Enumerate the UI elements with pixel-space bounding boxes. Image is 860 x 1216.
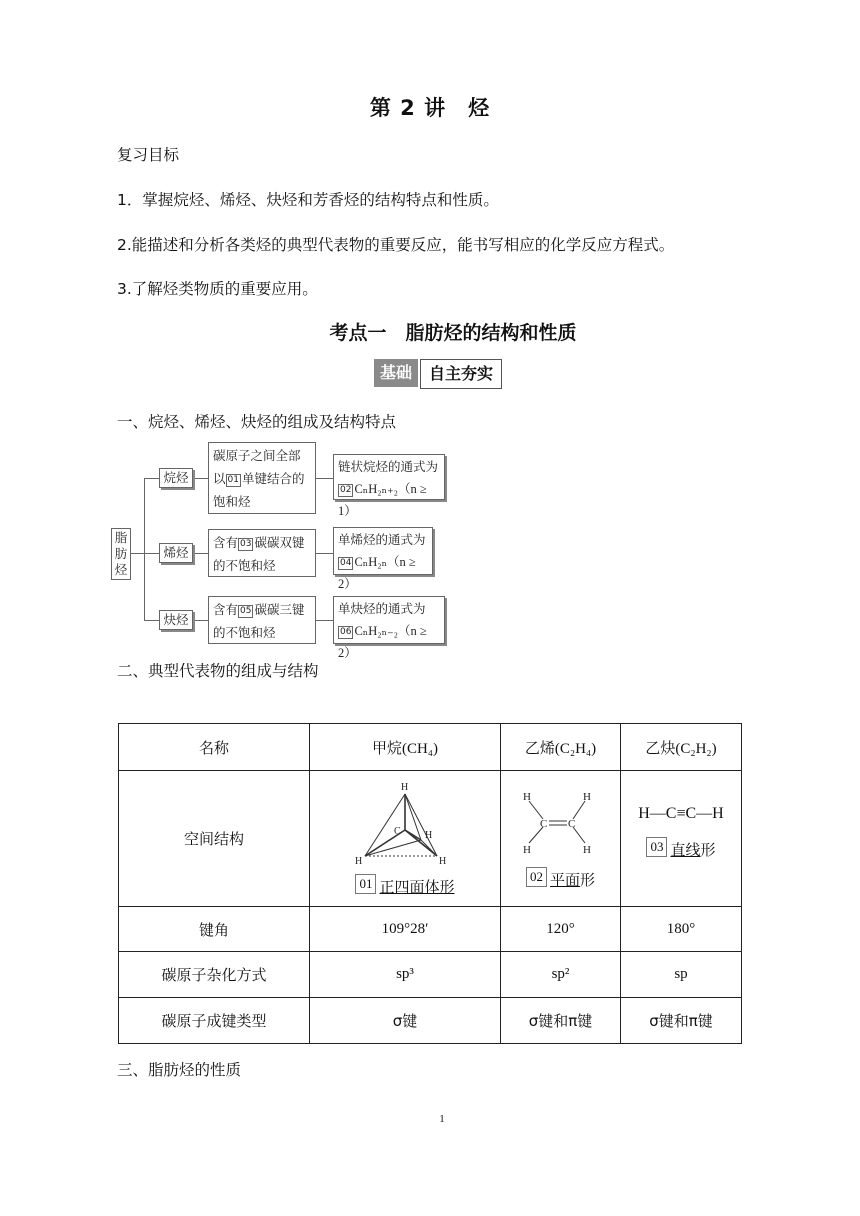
methane-tetrahedron-diagram: [345, 780, 465, 872]
row-label: 键角: [119, 907, 310, 952]
acetylene-shape-answer: 直线形: [670, 841, 716, 859]
table-header: 乙炔(C₂H₂): [621, 724, 742, 771]
row-label: 碳原子成键类型: [119, 998, 310, 1044]
section-badge: [374, 359, 502, 390]
page-title: 第 2 讲 烃: [369, 96, 491, 120]
row-label: 碳原子杂化方式: [119, 952, 310, 998]
representative-compounds-table: [118, 723, 742, 1044]
part3-heading: 三、脂肪烃的性质: [117, 1061, 242, 1079]
answer-tag: 02: [526, 867, 547, 887]
acetylene-formula: H—C≡C—H: [638, 805, 724, 822]
tree-label-alkene: 烯烃: [159, 543, 193, 563]
table-cell: sp: [621, 952, 742, 998]
table-cell: 109°28′: [310, 907, 501, 952]
ethylene-structure-cell: [501, 771, 621, 907]
atom-label: C: [567, 818, 575, 830]
ethylene-structure-diagram: [513, 787, 609, 865]
acetylene-structure-cell: [621, 771, 742, 907]
table-cell: σ键和π键: [621, 998, 742, 1044]
goal-item-3: 3.了解烃类物质的重要应用。: [117, 280, 318, 298]
tree-label-alkane: 烷烃: [159, 468, 193, 488]
tree-desc-alkene: 含有 03 碳碳双键 的不饱和烃: [208, 529, 316, 577]
badge-left: 基础: [374, 359, 418, 387]
table-row: [119, 771, 742, 907]
goal-item-1: 1．掌握烷烃、烯烃、炔烃和芳香烃的结构特点和性质。: [117, 191, 499, 209]
part2-heading: 二、典型代表物的组成与结构: [117, 662, 319, 680]
table-header: 名称: [119, 724, 310, 771]
tree-label-alkyne: 炔烃: [159, 610, 193, 630]
table-header: 甲烷(CH₄): [310, 724, 501, 771]
table-header: 乙烯(C₂H₄): [501, 724, 621, 771]
table-cell: 120°: [501, 907, 621, 952]
table-cell: sp²: [501, 952, 621, 998]
table-cell: 180°: [621, 907, 742, 952]
goals-heading: 复习目标: [117, 146, 180, 164]
atom-label: H: [425, 830, 433, 841]
table-header-row: [119, 724, 742, 771]
atom-label: H: [582, 791, 591, 803]
goal-item-2: 2.能描述和分析各类烃的典型代表物的重要反应，能书写相应的化学反应方程式。: [117, 236, 675, 254]
table-row: [119, 907, 742, 952]
ethylene-shape-answer: 平面形: [549, 871, 596, 889]
table-cell: σ键和π键: [501, 998, 621, 1044]
atom-label: H: [522, 844, 531, 856]
badge-right: 自主夯实: [420, 359, 502, 389]
answer-tag: 01: [355, 874, 376, 894]
answer-tag: 03: [646, 837, 667, 857]
atom-label: H: [582, 844, 591, 856]
table-row: [119, 998, 742, 1044]
tree-root: 脂 肪 烃: [111, 528, 131, 580]
table-cell: σ键: [310, 998, 501, 1044]
part1-heading: 一、烷烃、烯烃、炔烃的组成及结构特点: [117, 413, 397, 431]
atom-label: H: [355, 856, 363, 867]
methane-shape-answer: 正四面体形: [379, 878, 455, 896]
tree-formula-alkyne: 单炔烃的通式为 06 CₙH₂ₙ₋₂（n ≥ 2）: [333, 596, 445, 644]
row-label: 空间结构: [119, 771, 310, 907]
page-number: 1: [439, 1113, 445, 1125]
atom-label: C: [539, 818, 547, 830]
atom-label: C: [394, 826, 401, 837]
atom-label: H: [401, 782, 409, 793]
tree-formula-alkene: 单烯烃的通式为 04 CₙH₂ₙ（n ≥ 2）: [333, 527, 433, 575]
table-row: [119, 952, 742, 998]
table-cell: sp³: [310, 952, 501, 998]
methane-structure-cell: [310, 771, 501, 907]
section-title: 考点一 脂肪烃的结构和性质: [329, 322, 577, 344]
tree-formula-alkane: 链状烷烃的通式为 02 CₙH₂ₙ₊₂（n ≥ 1）: [333, 454, 445, 500]
underlined-keyword: 平面: [549, 871, 580, 889]
atom-label: H: [522, 791, 531, 803]
tree-desc-alkane: 碳原子之间全部 以 01 单键结合的 饱和烃: [208, 442, 316, 514]
underlined-keyword: 直线: [670, 841, 701, 859]
atom-label: H: [439, 856, 447, 867]
tree-desc-alkyne: 含有 05 碳碳三键 的不饱和烃: [208, 596, 316, 644]
